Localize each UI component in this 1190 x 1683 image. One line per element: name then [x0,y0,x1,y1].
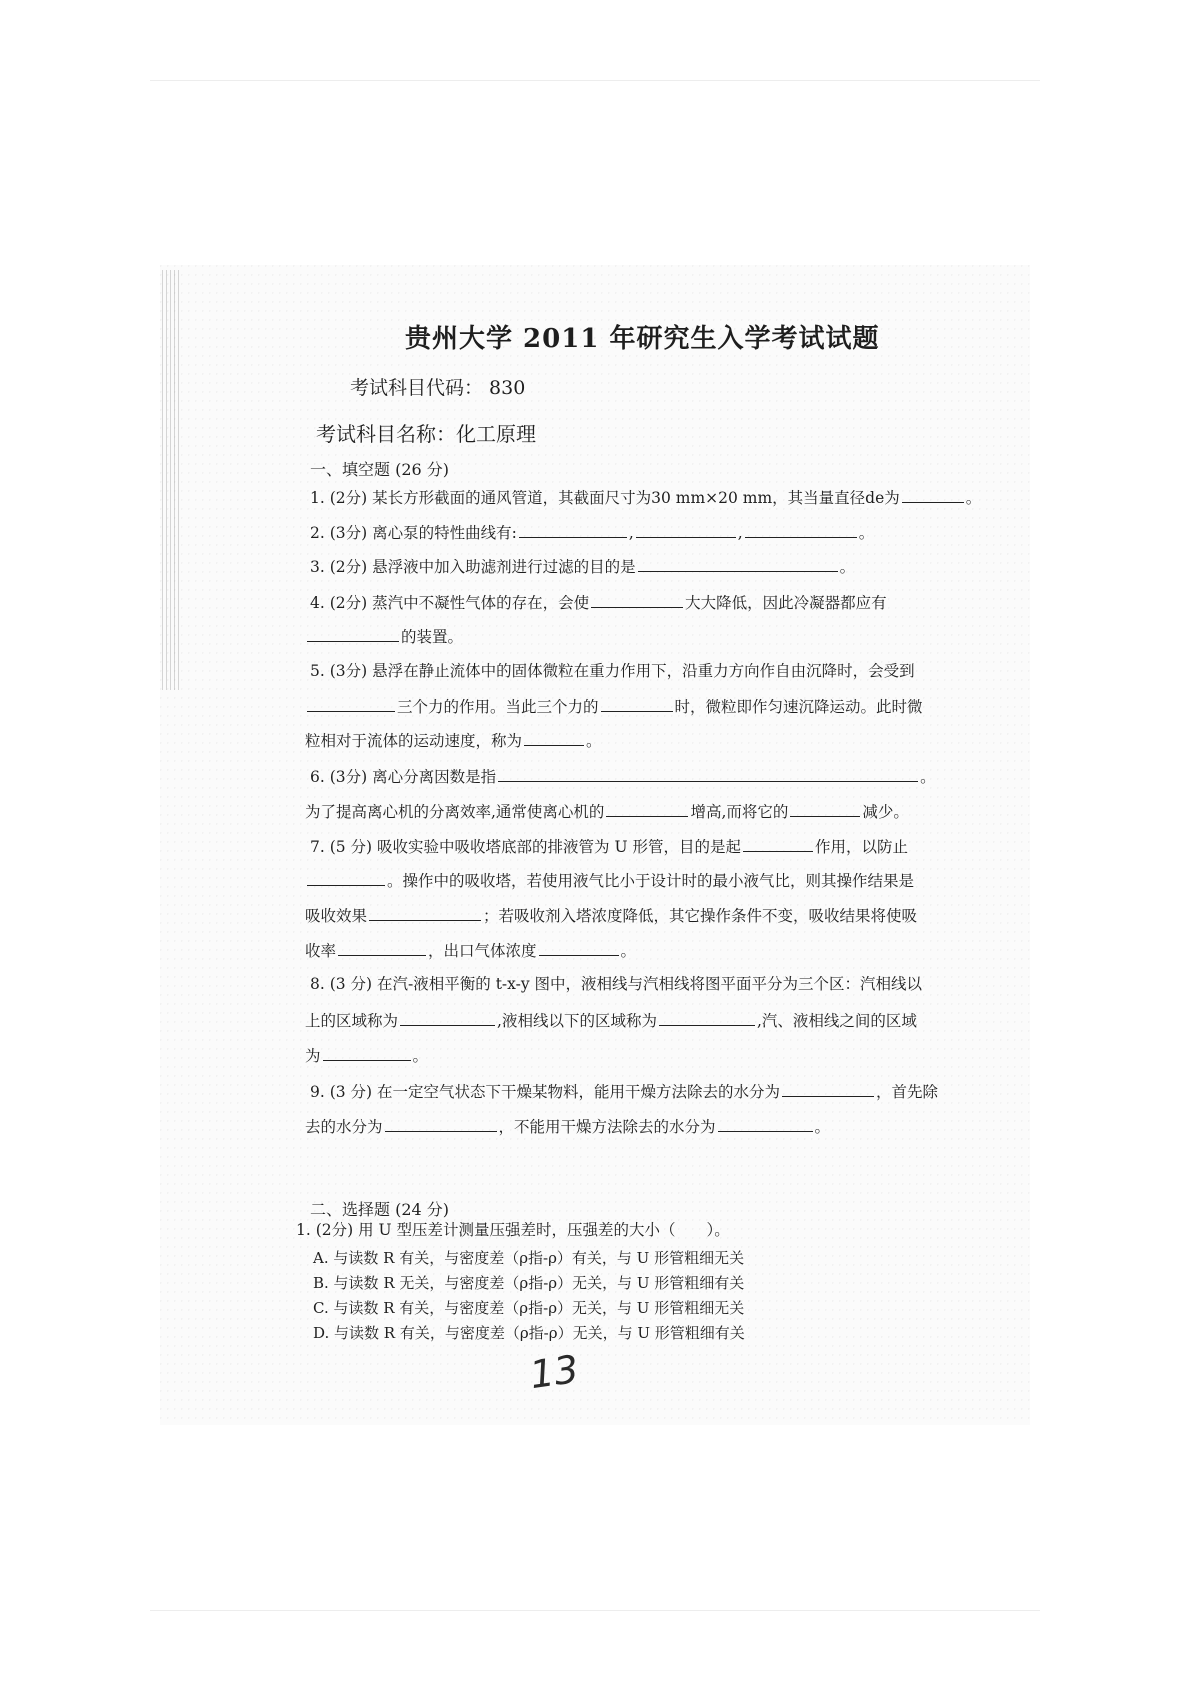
question-6: 6. (3分) 离心分离因数是指 。 [310,768,936,786]
scan-top-rule [150,80,1040,81]
answer-blank [606,802,688,817]
exam-title: 贵州大学 2011 年研究生入学考试试题 [405,324,880,354]
question-7-line-2: 。操作中的吸收塔，若使用液气比小于设计时的最小液气比，则其操作结果是 [305,871,935,890]
answer-blank [745,523,857,538]
answer-blank [323,1046,411,1061]
answer-blank [743,837,813,852]
question-7-line-3: 吸收效果 ；若吸收剂入塔浓度降低，其它操作条件不变，吸收结果将使吸 [305,907,918,925]
answer-blank [659,1011,755,1026]
answer-blank [400,1011,495,1026]
question-1: 1. (2分) 某长方形截面的通风管道，其截面尺寸为30 mm×20 mm，其当量直径de为 。 [310,489,982,507]
answer-blank [902,488,964,503]
question-5-line-2: 三个力的作用。当此三个力的 时，微粒即作匀速沉降运动。此时微 [305,697,935,716]
question-4-continued: 的装置。 [305,627,935,646]
question-7: 7. (5 分) 吸收实验中吸收塔底部的排液管为 U 形管，目的是起 作用，以防止 [310,838,908,856]
option-d: D. 与读数 R 有关，与密度差（ρ指-ρ）无关，与 U 形管粗细有关 [313,1324,745,1342]
question-2: 2. (3分) 离心泵的特性曲线有: , , 。 [310,524,875,542]
question-8: 8. (3 分) 在汽-液相平衡的 t-x-y 图中，液相线与汽相线将图平面平分为三个区：汽相线以 [310,975,923,993]
answer-blank [338,941,426,956]
answer-blank [369,906,481,921]
question-5-line-3: 粒相对于流体的运动速度，称为 。 [305,732,602,750]
answer-blank [498,767,918,782]
answer-blank [307,697,395,712]
scan-edge-artifact [162,270,180,690]
question-3: 3. (2分) 悬浮液中加入助滤剂进行过滤的目的是 。 [310,558,856,576]
section-fill-blank-heading: 一、填空题 (26 分) [310,460,450,479]
answer-blank [638,557,838,572]
answer-blank [591,593,683,608]
answer-blank [307,871,385,886]
answer-blank [636,523,736,538]
choice-question-1: 1. (2分) 用 U 型压差计测量压强差时，压强差的大小（ ）。 [296,1221,730,1239]
option-c: C. 与读数 R 有关，与密度差（ρ指-ρ）无关，与 U 形管粗细无关 [313,1299,745,1317]
question-4: 4. (2分) 蒸汽中不凝性气体的存在，会使 大大降低，因此冷凝器都应有 [310,594,887,612]
question-9-continued: 去的水分为 ，不能用干燥方法除去的水分为 。 [305,1118,831,1136]
answer-blank [790,802,860,817]
subject-name: 考试科目名称：化工原理 [316,422,536,446]
answer-blank [385,1117,497,1132]
question-6-continued: 为了提高离心机的分离效率,通常使离心机的 增高,而将它的 减少。 [305,803,909,821]
section-choice-heading: 二、选择题 (24 分) [310,1200,450,1219]
subject-code: 考试科目代码： 830 [350,377,526,399]
option-b: B. 与读数 R 无关，与密度差（ρ指-ρ）无关，与 U 形管粗细有关 [313,1274,745,1292]
question-5: 5. (3分) 悬浮在静止流体中的固体微粒在重力作用下，沿重力方向作自由沉降时，会受到 [310,662,915,680]
question-8-line-2: 上的区域称为 ,液相线以下的区域称为 ,汽、液相线之间的区域 [305,1012,917,1030]
answer-blank [307,627,399,642]
answer-blank [782,1082,874,1097]
answer-blank [601,697,673,712]
handwritten-page-number: 13 [527,1346,582,1398]
answer-blank [718,1117,813,1132]
question-9: 9. (3 分) 在一定空气状态下干燥某物料，能用干燥方法除去的水分为 ，首先除 [310,1083,939,1101]
question-7-line-4: 收率 ，出口气体浓度 。 [305,942,637,960]
scan-bottom-rule [150,1610,1040,1611]
option-a: A. 与读数 R 有关，与密度差（ρ指-ρ）有关，与 U 形管粗细无关 [313,1249,745,1267]
question-8-line-3: 为 。 [305,1047,429,1065]
answer-blank [539,941,619,956]
answer-blank [524,731,584,746]
answer-blank [519,523,627,538]
